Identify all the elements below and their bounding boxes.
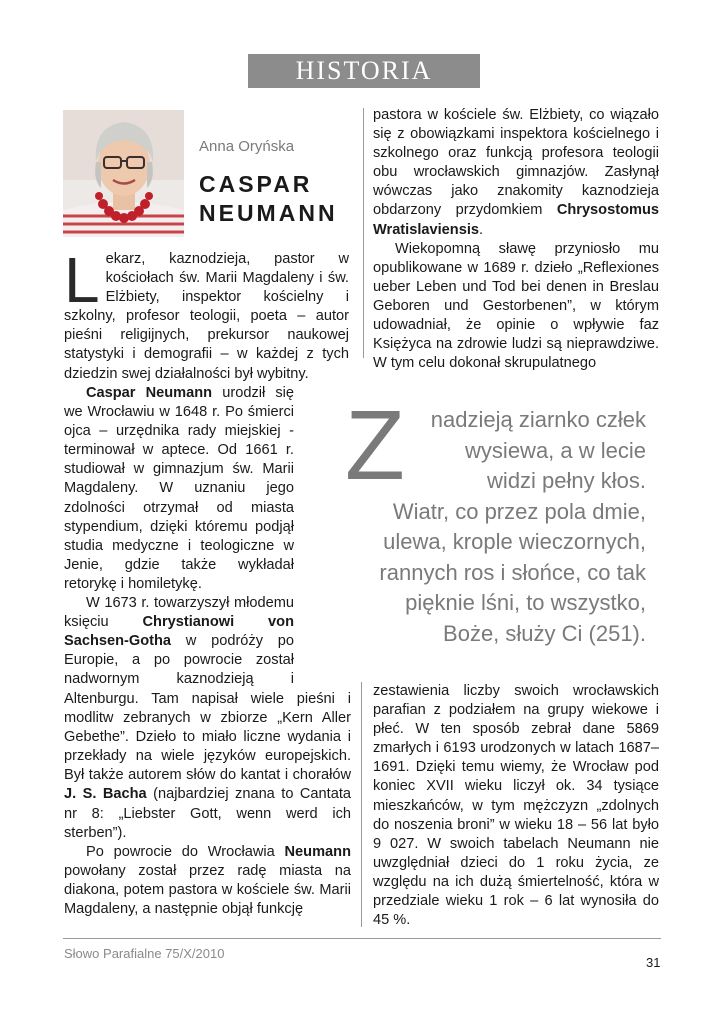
body-paragraph: Wiekopomną sławę przyniosło mu opublikowane w 1689 r. dzieło „Reflexiones ueber Leben und Tod bei denen in Breslau Geboren und Gestorbenen”, w którym udowadniał, że opinie o wpływie faz Księżyca na zdrowie ludzi są nieprawdziwe. W tym celu dokonał skrupulatnego: [373, 240, 659, 372]
paragraph-text: pastora w kościele św. Elżbiety, co wiązało się z obowiązkami inspektora kościelnego i szkolnego oraz funkcją profesora teologii obu wrocławskich gimnazjów. Zasłynął wówczas jako znakomity kaznodzieja obdarzony przydomkiem: [373, 107, 659, 219]
quote-line: rannych ros i słońce, co tak: [379, 559, 646, 585]
article-author: Anna Oryńska: [199, 138, 295, 155]
article-body-right-top: [373, 106, 659, 373]
section-banner: HISTORIA: [248, 54, 480, 88]
drop-cap: L: [64, 244, 100, 316]
quote-drop-cap: Z: [345, 390, 405, 500]
bold-name: Chrystianowi von Sachsen-Gotha: [64, 614, 294, 650]
article-body-left-3: [64, 690, 351, 919]
article-intro: [64, 244, 349, 384]
body-paragraph-continued: Altenburgu. Tam napisał wiele pieśni i modlitw zebranych w zbiorze „Kern Aller Gebethe”. Dzieło to miało liczne wydania i przekłady na wiele języków europejskich. Był także autorem słów do kantat i chorałów J. S. Bacha (najbardziej znana to Cantata nr 8: „Liebster Gott, wenn werd ich sterben”).: [64, 691, 351, 841]
quote-line: ulewa, krople wieczornych,: [383, 529, 646, 554]
publication-name: Słowo Parafialne 75/X/2010: [64, 946, 225, 961]
quote-line: nadzieją ziarnko człek: [430, 407, 646, 432]
pull-quote: [340, 405, 646, 649]
paragraph-text: powołany został przez radę miasta na diakona, potem pastora w kościele św. Marii Magdaleny, a następnie objął funkcję: [64, 862, 351, 918]
portrait-illustration: [63, 110, 184, 237]
column-divider: [363, 108, 364, 358]
bold-name: Neumann: [284, 843, 351, 860]
paragraph-text: w podróży po Europie, a po powrocie został nadwornym kaznodzieją i: [64, 633, 294, 688]
page-number: 31: [646, 955, 661, 970]
intro-text: ekarz, kaznodzieja, pastor w kościołach św. Marii Magdaleny i św. Elżbiety, inspektor kościelny i szkolny, profesor teologii, poeta – autor pieśni religijnych, prekursor naukowej statystyki i demografii – w każdej z tych dziedzin swej działalności był wybitny.: [64, 251, 349, 382]
article-title: CASPAR NEUMANN: [199, 171, 338, 226]
footer-rule: [63, 938, 661, 939]
paragraph-text: Po powrocie do Wrocławia: [86, 843, 285, 860]
bold-nickname: Chrysostomus Wratislaviensis: [373, 202, 659, 238]
article-body-left: [64, 384, 294, 594]
paragraph-text: W 1673 r. towarzyszył młodemu księciu: [64, 595, 294, 631]
body-paragraph: [373, 106, 659, 240]
bold-name: J. S. Bacha: [64, 786, 147, 803]
author-portrait: [63, 110, 184, 237]
column-divider: [361, 682, 362, 927]
body-paragraph: zestawienia liczby swoich wrocławskich parafian z podziałem na grupy wiekowe i płeć. W ten sposób zebrał dane 5869 zmarłych i 6193 urodzonych w latach 1687–1691. Dzięki temu wiemy, że Wrocław pod koniec XVII wieku liczył ok. 34 tysiące mieszkańców, w tym mężczyzn „zdolnych do noszenia broni” w wieku 18 – 56 lat było 9 027. W swoich tabelach Neumann nie uwzględniał dzieci do 1 roku życia, ze względu na ich dużą śmiertelność, która w przedziale wieku 1 rok – 6 lat wynosiła do 45 %.: [373, 683, 659, 929]
body-paragraph: [64, 843, 351, 919]
paragraph-text: urodził się we Wrocławiu w 1648 r. Po śmierci ojca – urzędnika rady miejskiej - terminował w aptece. Od 1661 r. studiował w gimnazjum św. Marii Magdaleny. W uznaniu jego zdolności otrzymał od miasta stypendium, dzięki któremu podjął studia medyczne i teologiczne w Jenie, gdzie także wykładał retorykę i homiletykę.: [64, 385, 294, 592]
body-paragraph: [64, 594, 294, 690]
paragraph-text: .: [479, 221, 484, 238]
quote-line: Wiatr, co przez pola dmie,: [392, 498, 646, 524]
quote-line: wysiewa, a w lecie: [465, 437, 646, 463]
quote-line: widzi pełny kłos.: [487, 468, 646, 493]
quote-line: pięknie lśni, to wszystko,: [405, 590, 646, 615]
paragraph-text: (najbardziej znana to Cantata nr 8: „Liebster Gott, wenn werd ich sterben”).: [64, 786, 351, 841]
bold-name: Caspar Neumann: [86, 385, 213, 401]
article-body-right-bottom: [373, 682, 659, 930]
body-paragraph: [64, 384, 294, 594]
quote-line: Boże, służy Ci (251).: [443, 620, 646, 646]
intro-paragraph: [64, 244, 349, 384]
article-body-left-2: [64, 594, 294, 690]
